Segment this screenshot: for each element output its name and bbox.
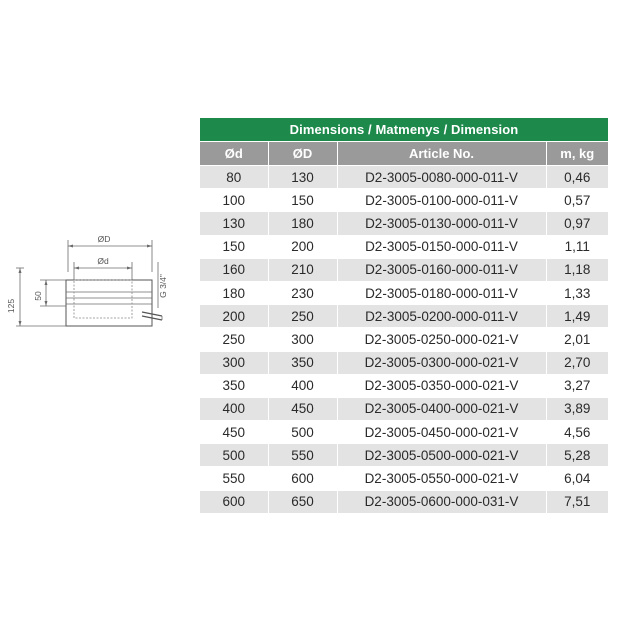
cell-mass: 2,70 bbox=[546, 351, 608, 374]
cell-outer-diameter: 250 bbox=[268, 305, 337, 328]
table-body bbox=[200, 166, 608, 514]
table-header-row bbox=[200, 142, 608, 166]
table-row bbox=[200, 374, 608, 397]
table-row bbox=[200, 235, 608, 258]
cell-inner-diameter: 300 bbox=[200, 351, 268, 374]
cell-mass: 1,33 bbox=[546, 281, 608, 304]
cell-outer-diameter: 600 bbox=[268, 467, 337, 490]
cell-outer-diameter: 300 bbox=[268, 328, 337, 351]
cell-mass: 1,49 bbox=[546, 305, 608, 328]
cell-inner-diameter: 250 bbox=[200, 328, 268, 351]
table-row bbox=[200, 166, 608, 189]
cell-article-number: D2-3005-0130-000-011-V bbox=[337, 212, 546, 235]
cell-outer-diameter: 500 bbox=[268, 421, 337, 444]
cell-article-number: D2-3005-0400-000-021-V bbox=[337, 397, 546, 420]
table-row bbox=[200, 351, 608, 374]
table-row bbox=[200, 397, 608, 420]
cell-article-number: D2-3005-0080-000-011-V bbox=[337, 166, 546, 189]
cell-outer-diameter: 350 bbox=[268, 351, 337, 374]
table-row bbox=[200, 189, 608, 212]
height-total-label: 125 bbox=[6, 298, 16, 314]
cell-mass: 0,97 bbox=[546, 212, 608, 235]
cell-outer-diameter: 200 bbox=[268, 235, 337, 258]
cell-inner-diameter: 80 bbox=[200, 166, 268, 189]
cell-outer-diameter: 180 bbox=[268, 212, 337, 235]
height-inner-label: 50 bbox=[33, 291, 43, 301]
cell-article-number: D2-3005-0600-000-031-V bbox=[337, 490, 546, 513]
table-title-row bbox=[200, 118, 608, 142]
cell-outer-diameter: 210 bbox=[268, 258, 337, 281]
cell-mass: 1,11 bbox=[546, 235, 608, 258]
cell-article-number: D2-3005-0160-000-011-V bbox=[337, 258, 546, 281]
cell-inner-diameter: 100 bbox=[200, 189, 268, 212]
cell-mass: 3,89 bbox=[546, 397, 608, 420]
condensate-collector-drawing bbox=[0, 220, 200, 350]
cell-outer-diameter: 130 bbox=[268, 166, 337, 189]
header-outer-diameter: ØD bbox=[268, 142, 337, 166]
cell-mass: 3,27 bbox=[546, 374, 608, 397]
cell-article-number: D2-3005-0350-000-021-V bbox=[337, 374, 546, 397]
table-row bbox=[200, 444, 608, 467]
cell-outer-diameter: 230 bbox=[268, 281, 337, 304]
cell-mass: 1,18 bbox=[546, 258, 608, 281]
table-row bbox=[200, 281, 608, 304]
technical-drawing bbox=[0, 220, 200, 350]
cell-article-number: D2-3005-0550-000-021-V bbox=[337, 467, 546, 490]
table-row bbox=[200, 490, 608, 513]
cell-outer-diameter: 450 bbox=[268, 397, 337, 420]
cell-inner-diameter: 180 bbox=[200, 281, 268, 304]
cell-mass: 6,04 bbox=[546, 467, 608, 490]
cell-article-number: D2-3005-0450-000-021-V bbox=[337, 421, 546, 444]
cell-outer-diameter: 150 bbox=[268, 189, 337, 212]
thread-label: G 3/4" bbox=[158, 274, 168, 298]
collector-body bbox=[66, 280, 152, 326]
cell-inner-diameter: 400 bbox=[200, 397, 268, 420]
table-row bbox=[200, 212, 608, 235]
cell-mass: 7,51 bbox=[546, 490, 608, 513]
cell-mass: 0,57 bbox=[546, 189, 608, 212]
cell-inner-diameter: 200 bbox=[200, 305, 268, 328]
cell-inner-diameter: 550 bbox=[200, 467, 268, 490]
cell-inner-diameter: 450 bbox=[200, 421, 268, 444]
table-row bbox=[200, 467, 608, 490]
cell-inner-diameter: 500 bbox=[200, 444, 268, 467]
cell-inner-diameter: 600 bbox=[200, 490, 268, 513]
header-mass: m, kg bbox=[546, 142, 608, 166]
table-row bbox=[200, 328, 608, 351]
outer-diameter-label: ØD bbox=[97, 234, 111, 244]
cell-inner-diameter: 150 bbox=[200, 235, 268, 258]
cell-mass: 4,56 bbox=[546, 421, 608, 444]
table-row bbox=[200, 305, 608, 328]
cell-article-number: D2-3005-0180-000-011-V bbox=[337, 281, 546, 304]
cell-article-number: D2-3005-0300-000-021-V bbox=[337, 351, 546, 374]
header-article-number: Article No. bbox=[337, 142, 546, 166]
table-title: Dimensions / Matmenys / Dimension bbox=[200, 118, 608, 142]
cell-article-number: D2-3005-0150-000-011-V bbox=[337, 235, 546, 258]
header-inner-diameter: Ød bbox=[200, 142, 268, 166]
cell-mass: 2,01 bbox=[546, 328, 608, 351]
cell-inner-diameter: 350 bbox=[200, 374, 268, 397]
table-row bbox=[200, 421, 608, 444]
cell-outer-diameter: 550 bbox=[268, 444, 337, 467]
cell-mass: 5,28 bbox=[546, 444, 608, 467]
inner-diameter-label: Ød bbox=[97, 256, 109, 266]
cell-outer-diameter: 400 bbox=[268, 374, 337, 397]
cell-article-number: D2-3005-0500-000-021-V bbox=[337, 444, 546, 467]
cell-outer-diameter: 650 bbox=[268, 490, 337, 513]
table-row bbox=[200, 258, 608, 281]
cell-mass: 0,46 bbox=[546, 166, 608, 189]
cell-inner-diameter: 160 bbox=[200, 258, 268, 281]
cell-article-number: D2-3005-0100-000-011-V bbox=[337, 189, 546, 212]
cell-inner-diameter: 130 bbox=[200, 212, 268, 235]
dimensions-table bbox=[200, 118, 608, 514]
cell-article-number: D2-3005-0250-000-021-V bbox=[337, 328, 546, 351]
cell-article-number: D2-3005-0200-000-011-V bbox=[337, 305, 546, 328]
